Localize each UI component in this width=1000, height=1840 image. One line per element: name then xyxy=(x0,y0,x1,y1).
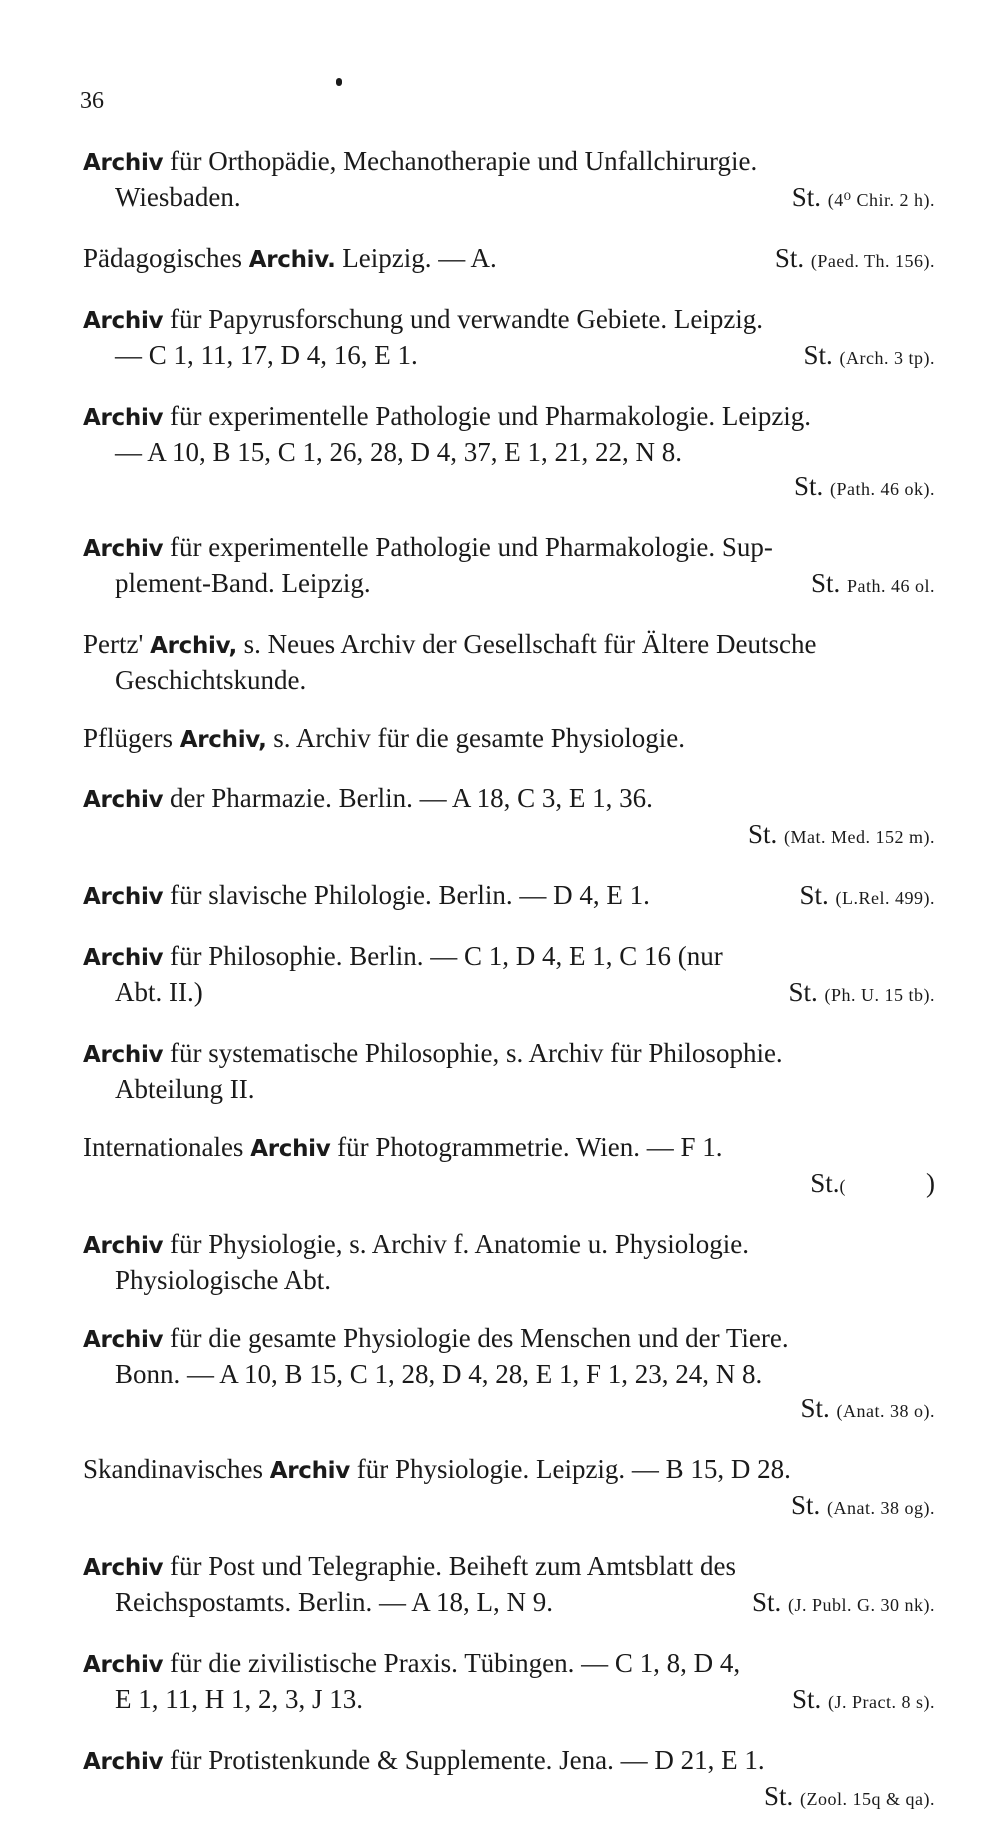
catalog-entry xyxy=(83,781,935,854)
catalog-entry xyxy=(83,530,935,603)
catalog-entries xyxy=(83,144,935,1840)
entry-text: für die gesamte Physiologie des Menschen und der Tiere. xyxy=(169,1323,789,1353)
entry-line xyxy=(83,399,935,435)
entry-line xyxy=(83,1166,935,1203)
entry-line xyxy=(83,1779,935,1816)
shelf-mark: St. (Anat. 38 o). xyxy=(800,1393,935,1423)
shelf-mark: St. (Ph. U. 15 tb). xyxy=(788,977,935,1007)
entry-text: für Physiologie. Leipzig. — B 15, D 28. xyxy=(356,1454,791,1484)
entry-line xyxy=(83,1227,935,1263)
entry-text: für Philosophie. Berlin. — C 1, D 4, E 1, C 16 (nur xyxy=(169,941,723,971)
shelf-mark: St.( ) xyxy=(810,1168,935,1198)
entry-keyword: Archiv. xyxy=(248,247,336,273)
shelf-mark: St. (Arch. 3 tp). xyxy=(803,340,935,370)
entry-text: für Physiologie, s. Archiv f. Anatomie u. Physiologie. xyxy=(169,1229,749,1259)
entry-text: s. Archiv für die gesamte Physiologie. xyxy=(273,723,685,753)
entry-text: plement-Band. Leipzig. xyxy=(115,568,371,598)
entry-line xyxy=(83,1130,935,1166)
entry-line xyxy=(83,1646,935,1682)
entry-line xyxy=(83,817,935,854)
shelf-mark: St. (J. Pract. 8 s). xyxy=(791,1684,935,1714)
catalog-entry xyxy=(83,144,935,217)
entry-text: für systematische Philosophie, s. Archiv für Philosophie. xyxy=(169,1038,783,1068)
entry-line xyxy=(83,1585,935,1622)
catalog-entry xyxy=(83,721,935,757)
entry-text: Wiesbaden. xyxy=(115,182,241,212)
entry-keyword: Archiv xyxy=(83,1233,164,1259)
entry-text: für Photogrammetrie. Wien. — F 1. xyxy=(337,1132,723,1162)
entry-keyword: Archiv xyxy=(269,1458,350,1484)
entry-text: Leipzig. — A. xyxy=(342,243,497,273)
entry-text: für die zivilistische Praxis. Tübingen. — C 1, 8, D 4, xyxy=(169,1648,741,1678)
catalog-entry xyxy=(83,1036,935,1106)
entry-keyword: Archiv xyxy=(83,536,164,562)
catalog-entry xyxy=(83,1452,935,1525)
shelf-mark: St. (4⁰ Chir. 2 h). xyxy=(791,182,935,212)
entry-text: der Pharmazie. Berlin. — A 18, C 3, E 1, 36. xyxy=(169,783,653,813)
entry-line xyxy=(83,435,935,469)
entry-line xyxy=(83,469,935,506)
entry-text: Abt. II.) xyxy=(115,977,203,1007)
shelf-mark: St. (Zool. 15q & qa). xyxy=(763,1781,935,1811)
entry-line xyxy=(83,530,935,566)
entry-keyword: Archiv xyxy=(83,405,164,431)
shelf-mark: St. Path. 46 ol. xyxy=(810,568,935,598)
catalog-entry xyxy=(83,1646,935,1719)
entry-line xyxy=(83,241,935,278)
entry-line xyxy=(83,721,935,757)
shelf-mark: St. (L.Rel. 499). xyxy=(799,880,935,910)
entry-text: für Protistenkunde & Supplemente. Jena. — D 21, E 1. xyxy=(169,1745,765,1775)
entry-keyword: Archiv xyxy=(83,884,164,910)
entry-line xyxy=(83,663,935,697)
entry-line xyxy=(83,144,935,180)
entry-text: — C 1, 11, 17, D 4, 16, E 1. xyxy=(115,340,418,370)
catalog-entry xyxy=(83,627,935,697)
catalog-entry xyxy=(83,399,935,506)
entry-line xyxy=(83,939,935,975)
entry-prefix: Skandinavisches xyxy=(83,1454,263,1484)
shelf-mark: St. (Mat. Med. 152 m). xyxy=(747,819,935,849)
catalog-entry xyxy=(83,1321,935,1428)
entry-keyword: Archiv xyxy=(83,945,164,971)
entry-keyword: Archiv, xyxy=(179,727,267,753)
shelf-mark: St. (Anat. 38 og). xyxy=(790,1490,935,1520)
entry-keyword: Archiv xyxy=(83,1749,164,1775)
entry-line xyxy=(83,1072,935,1106)
entry-keyword: Archiv, xyxy=(150,633,237,659)
catalog-entry xyxy=(83,939,935,1012)
entry-keyword: Archiv xyxy=(83,150,164,176)
entry-keyword: Archiv xyxy=(83,308,164,334)
entry-prefix: Pflügers xyxy=(83,723,173,753)
catalog-entry xyxy=(83,1130,935,1203)
catalog-entry xyxy=(83,1227,935,1297)
entry-keyword: Archiv xyxy=(83,1042,164,1068)
entry-line xyxy=(83,1036,935,1072)
entry-text: E 1, 11, H 1, 2, 3, J 13. xyxy=(115,1684,363,1714)
entry-text: für experimentelle Pathologie und Pharmakologie. Sup- xyxy=(169,532,773,562)
entry-text: für Papyrusforschung und verwandte Gebiete. Leipzig. xyxy=(169,304,764,334)
entry-text: für experimentelle Pathologie und Pharmakologie. Leipzig. xyxy=(169,401,812,431)
entry-keyword: Archiv xyxy=(83,787,164,813)
entry-line xyxy=(83,781,935,817)
catalog-entry xyxy=(83,878,935,915)
entry-text: s. Neues Archiv der Gesellschaft für Ältere Deutsche xyxy=(243,629,817,659)
entry-prefix: Pertz' xyxy=(83,629,144,659)
entry-text: Abteilung II. xyxy=(115,1074,255,1104)
entry-line xyxy=(83,975,935,1012)
entry-keyword: Archiv xyxy=(250,1136,331,1162)
entry-line xyxy=(83,1391,935,1428)
entry-keyword: Archiv xyxy=(83,1327,164,1353)
entry-text: — A 10, B 15, C 1, 26, 28, D 4, 37, E 1, 21, 22, N 8. xyxy=(115,437,683,467)
entry-text: Bonn. — A 10, B 15, C 1, 28, D 4, 28, E 1, F 1, 23, 24, N 8. xyxy=(115,1359,763,1389)
entry-line xyxy=(83,1357,935,1391)
entry-line xyxy=(83,566,935,603)
entry-line xyxy=(83,627,935,663)
catalog-entry xyxy=(83,241,935,278)
entry-line xyxy=(83,1743,935,1779)
entry-text: für Post und Telegraphie. Beiheft zum Amtsblatt des xyxy=(169,1551,736,1581)
entry-line xyxy=(83,1321,935,1357)
page-number: 36 xyxy=(80,88,104,114)
entry-line xyxy=(83,302,935,338)
entry-prefix: Internationales xyxy=(83,1132,244,1162)
ink-dot xyxy=(336,78,342,86)
entry-line xyxy=(83,338,935,375)
entry-line xyxy=(83,1488,935,1525)
entry-line xyxy=(83,180,935,217)
entry-prefix: Pädagogisches xyxy=(83,243,242,273)
catalog-entry xyxy=(83,1743,935,1816)
shelf-mark: St. (Paed. Th. 156). xyxy=(774,243,935,273)
catalog-entry xyxy=(83,1549,935,1622)
entry-line xyxy=(83,1263,935,1297)
shelf-mark: St. (Path. 46 ok). xyxy=(793,471,935,501)
entry-line xyxy=(83,878,935,915)
entry-text: Reichspostamts. Berlin. — A 18, L, N 9. xyxy=(115,1587,553,1617)
entry-text: Physiologische Abt. xyxy=(115,1265,332,1295)
entry-text: für slavische Philologie. Berlin. — D 4, E 1. xyxy=(169,880,650,910)
entry-line xyxy=(83,1682,935,1719)
entry-text: Geschichtskunde. xyxy=(115,665,307,695)
entry-keyword: Archiv xyxy=(83,1652,164,1678)
catalog-entry xyxy=(83,302,935,375)
entry-line xyxy=(83,1549,935,1585)
entry-text: für Orthopädie, Mechanotherapie und Unfallchirurgie. xyxy=(169,146,758,176)
entry-line xyxy=(83,1452,935,1488)
entry-keyword: Archiv xyxy=(83,1555,164,1581)
shelf-mark: St. (J. Publ. G. 30 nk). xyxy=(751,1587,935,1617)
